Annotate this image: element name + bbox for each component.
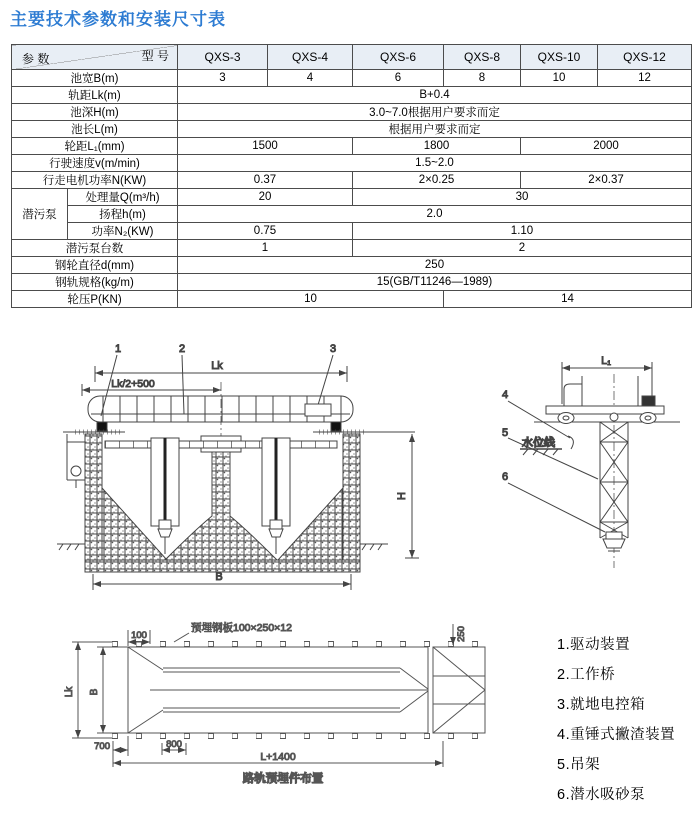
param-value: 2×0.37 [521,172,692,189]
dim-lk [64,642,112,738]
plate-note [174,621,292,642]
skimmer-hook [568,436,573,449]
param-value: 0.75 [178,223,353,240]
table-row [12,87,692,104]
param-label: 轮压P(KN) [12,291,178,308]
dim-250-label: 250 [456,626,467,642]
model-header: QXS-3 [178,45,268,70]
param-label: 功率N₂(KW) [68,223,178,240]
legend-item: 4.重锤式撇渣装置 [557,727,676,743]
corner-param-label: 参 数 [22,52,50,66]
param-value: 20 [178,189,353,206]
param-value: 10 [178,291,444,308]
legend-item: 6.潜水吸砂泵 [557,787,646,803]
callout-3: 3 [330,343,337,355]
param-value: 14 [444,291,692,308]
model-header: QXS-8 [444,45,521,70]
param-value: 4 [268,70,353,87]
param-value: 15(GB/T11246—1989) [178,274,692,291]
dim-700-label: 700 [94,741,110,752]
trolley [534,376,680,424]
param-label: 处理量Q(m³/h) [68,189,178,206]
dim-100-label: 100 [131,630,147,641]
tank-structure [85,434,360,572]
dim-h-label: H [396,492,408,500]
param-label: 行走电机功率N(KW) [12,172,178,189]
dim-b-label: B [215,571,223,583]
param-value: B+0.4 [178,87,692,104]
param-value: 1 [178,240,353,257]
callout-5: 5 [502,427,509,439]
spec-table [11,44,692,308]
plan-caption: 路轨预埋件布置 [242,773,324,785]
wheel-left [97,422,107,431]
table-row [12,189,692,206]
dim-h [396,434,419,558]
dim-lk2-label: Lk/2+500 [111,378,155,390]
param-value: 1500 [178,138,353,155]
water-line [520,435,562,455]
table-row [12,206,692,223]
dim-l1400-label: L+1400 [260,751,296,763]
param-label: 扬程h(m) [68,206,178,223]
table-row [12,257,692,274]
dim-lk-label: Lk [211,360,223,372]
dim-b [89,647,128,733]
plate-note-label: 预埋钢板100×250×12 [191,622,292,634]
table-row [12,155,692,172]
param-value: 2 [353,240,692,257]
center-pier [165,452,277,560]
param-label: 轨距Lk(m) [12,87,178,104]
side-drawing [478,346,693,571]
legend-item: 5.吊架 [557,757,601,773]
corner-cell [12,45,178,70]
model-header: QXS-4 [268,45,353,70]
dim-250 [453,624,467,645]
param-label: 行驶速度v(m/min) [12,155,178,172]
legend-item: 1.驱动装置 [557,637,631,653]
table-header-row [12,45,692,70]
callout-6: 6 [502,471,509,483]
legend-item: 2.工作桥 [557,667,616,683]
param-value: 6 [353,70,444,87]
table-row [12,223,692,240]
plan-drawing [55,600,555,790]
corner-model-label: 型 号 [141,49,169,63]
param-label: 潜污泵台数 [12,240,178,257]
dim-800-label: 800 [166,739,182,750]
table-row [12,104,692,121]
dim-lk2 [82,378,221,396]
table-row [12,172,692,189]
param-value: 2×0.25 [353,172,521,189]
param-value: 12 [598,70,692,87]
param-value: 2000 [521,138,692,155]
param-value: 3.0~7.0根据用户要求而定 [178,104,692,121]
param-label: 池长L(m) [12,121,178,138]
page-title: 主要技术参数和安装尺寸表 [10,10,226,29]
param-value: 0.37 [178,172,353,189]
legend-item: 3.就地电控箱 [557,697,646,713]
param-value: 3 [178,70,268,87]
param-value: 10 [521,70,598,87]
callout-1: 1 [115,343,122,355]
model-header: QXS-12 [598,45,692,70]
pump-assembly-left [151,438,179,554]
table-row [12,121,692,138]
param-label: 池深H(m) [12,104,178,121]
param-value: 2.0 [178,206,692,223]
dim-800 [162,739,186,755]
walkway [105,441,337,448]
param-label: 钢轮直径d(mm) [12,257,178,274]
water-line-label: 水位线 [522,437,555,449]
param-label: 池宽B(m) [12,70,178,87]
pump-assembly-right [262,438,290,554]
param-value: 8 [444,70,521,87]
callout-4: 4 [502,389,509,401]
table-row [12,240,692,257]
param-value: 1.10 [353,223,692,240]
table-row [12,138,692,155]
param-value: 1800 [353,138,521,155]
dim-b-label: B [89,688,100,696]
skimmer-device [67,434,85,488]
param-label: 轮距L₁(mm) [12,138,178,155]
tank-plan [128,647,428,733]
param-value: 根据用户要求而定 [178,121,692,138]
dim-l1-label: L₁ [601,355,611,367]
table-row [12,274,692,291]
section-drawing [55,338,475,603]
model-header: QXS-6 [353,45,444,70]
param-group-label: 潜污泵 [12,189,68,240]
end-hopper [433,647,485,733]
dim-700 [94,736,128,767]
dim-b [93,571,351,590]
param-value: 250 [178,257,692,274]
param-label: 钢轨规格(kg/m) [12,274,178,291]
legend [557,633,675,813]
table-row [12,291,692,308]
dim-lk-label: Lk [64,686,75,698]
model-header: QXS-10 [521,45,598,70]
param-value: 30 [353,189,692,206]
param-value: 1.5~2.0 [178,155,692,172]
control-box [305,404,331,416]
table-row [12,70,692,87]
callout-2: 2 [179,343,186,355]
suction-pump [603,532,625,551]
